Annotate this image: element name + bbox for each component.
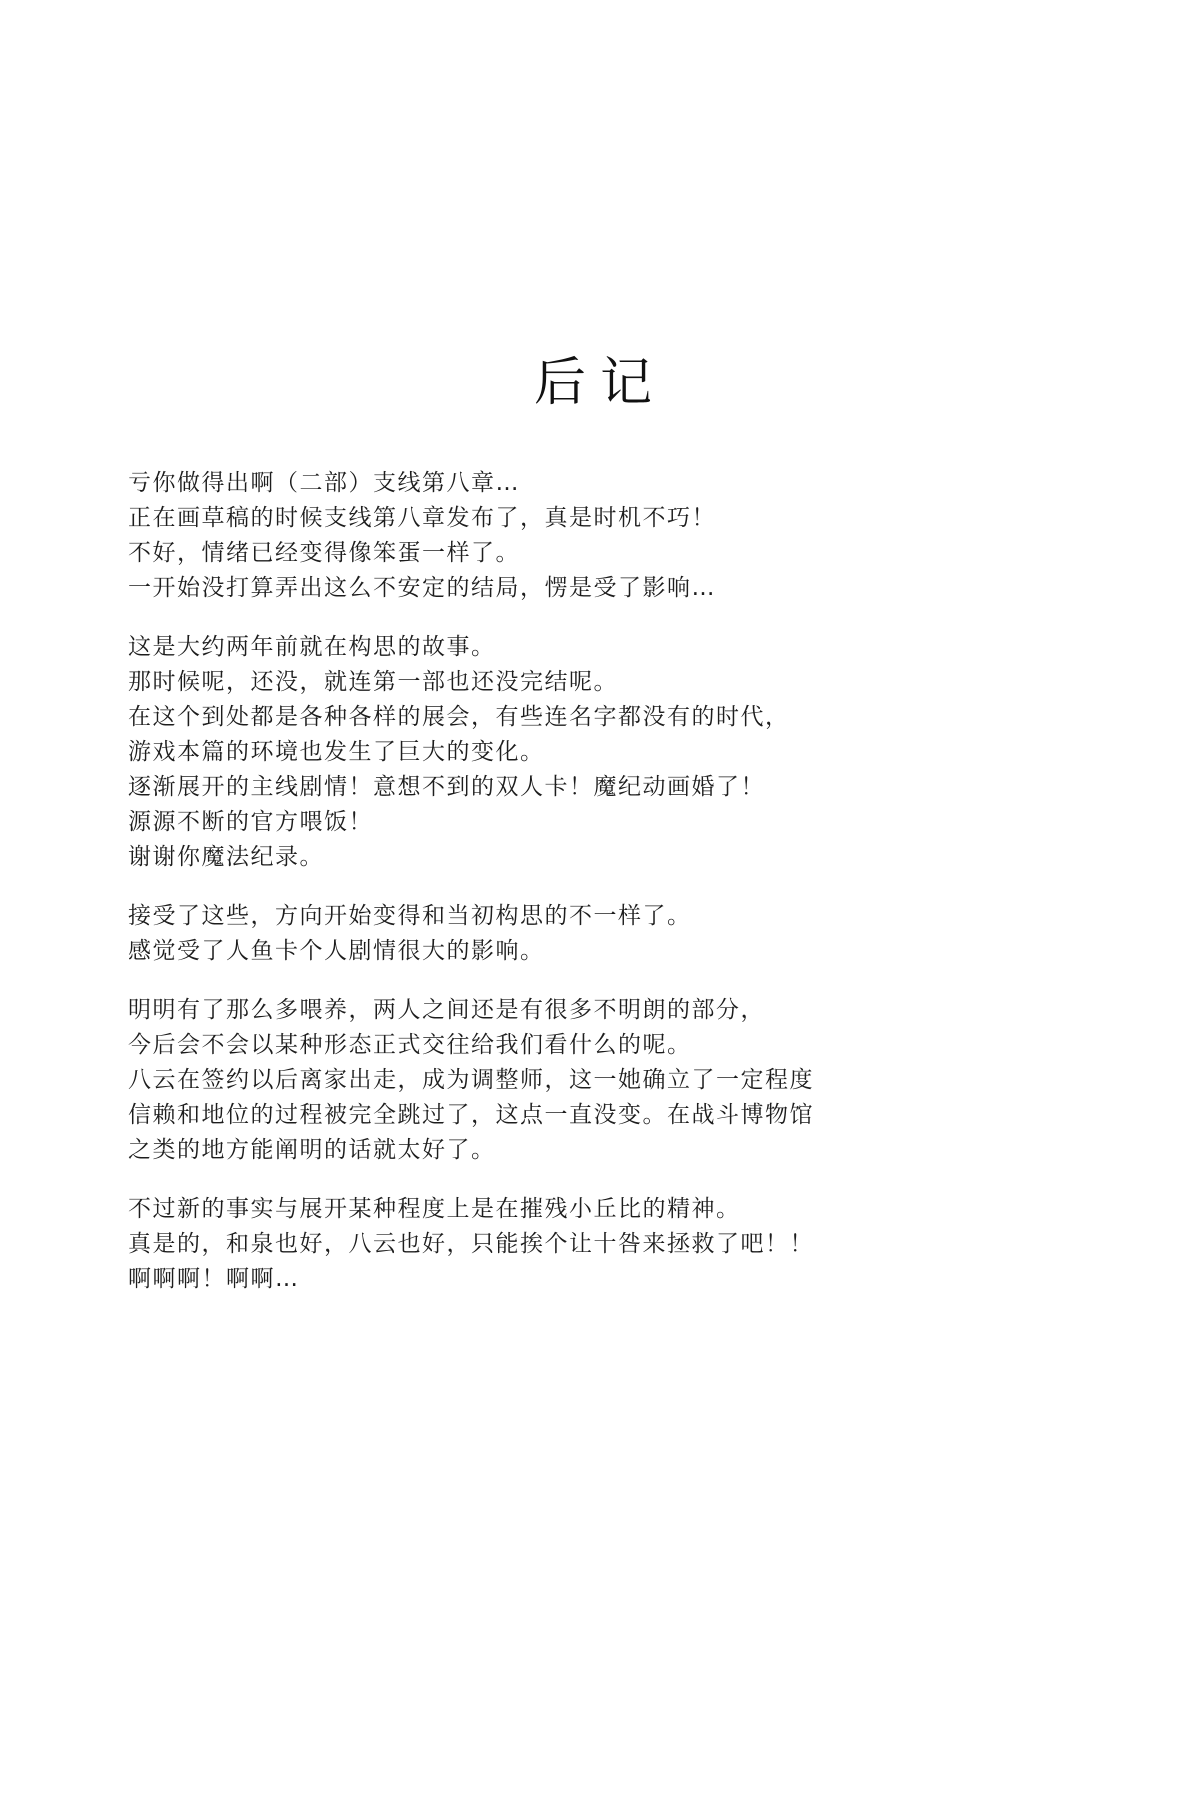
text-line: 八云在签约以后离家出走，成为调整师，这一她确立了一定程度 <box>128 1067 814 1093</box>
text-line: 那时候呢，还没，就连第一部也还没完结呢。 <box>128 669 618 695</box>
paragraph-1 <box>128 466 1088 606</box>
text-line: 逐渐展开的主线剧情！意想不到的双人卡！魔纪动画婚了！ <box>128 774 765 800</box>
paragraph-5 <box>128 1192 1088 1297</box>
text-line: 真是的，和泉也好，八云也好，只能挨个让十咎来拯救了吧！！ <box>128 1231 814 1257</box>
text-line: 亏你做得出啊（二部）支线第八章… <box>128 470 520 496</box>
text-line: 一开始没打算弄出这么不安定的结局，愣是受了影响… <box>128 575 716 601</box>
paragraph-2 <box>128 630 1088 875</box>
text-line: 信赖和地位的过程被完全跳过了，这点一直没变。在战斗博物馆 <box>128 1102 814 1128</box>
text-line: 感觉受了人鱼卡个人剧情很大的影响。 <box>128 938 545 964</box>
text-line: 在这个到处都是各种各样的展会，有些连名字都没有的时代， <box>128 704 790 730</box>
text-line: 源源不断的官方喂饭！ <box>128 809 373 835</box>
text-line: 啊啊啊！啊啊… <box>128 1266 300 1292</box>
text-line: 谢谢你魔法纪录。 <box>128 844 324 870</box>
text-line: 明明有了那么多喂养，两人之间还是有很多不明朗的部分， <box>128 997 765 1023</box>
text-line: 接受了这些，方向开始变得和当初构思的不一样了。 <box>128 903 692 929</box>
text-line: 不好，情绪已经变得像笨蛋一样了。 <box>128 540 520 566</box>
text-line: 今后会不会以某种形态正式交往给我们看什么的呢。 <box>128 1032 692 1058</box>
afterword-body <box>128 466 1088 1321</box>
text-line: 不过新的事实与展开某种程度上是在摧残小丘比的精神。 <box>128 1196 741 1222</box>
text-line: 正在画草稿的时候支线第八章发布了，真是时机不巧！ <box>128 505 716 531</box>
text-line: 之类的地方能阐明的话就太好了。 <box>128 1137 496 1163</box>
text-line: 游戏本篇的环境也发生了巨大的变化。 <box>128 739 545 765</box>
text-line: 这是大约两年前就在构思的故事。 <box>128 634 496 660</box>
page-title: 后记 <box>533 353 666 413</box>
paragraph-4 <box>128 993 1088 1168</box>
paragraph-3 <box>128 899 1088 969</box>
